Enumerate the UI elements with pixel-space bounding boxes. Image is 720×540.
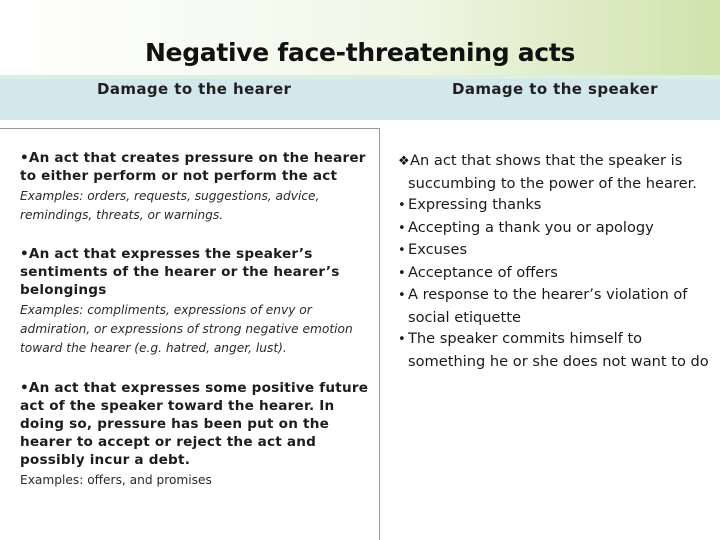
right-bullet [398, 194, 718, 217]
right-bullet-text: The speaker commits himself to [408, 330, 643, 347]
right-intro-cont: succumbing to the power of the hearer. [408, 174, 697, 192]
right-intro [398, 150, 718, 173]
left-item [20, 149, 375, 225]
bullet-icon: • [398, 243, 406, 258]
diamond-bullet-icon: ❖ [398, 154, 410, 169]
left-item-examples: Examples: compliments, expressions of envy or admiration, or expressions of strong negative emotion toward the hearer (e.g. hatred, anger, lust). [20, 303, 353, 355]
header-band-highlight [0, 75, 720, 79]
left-column [0, 128, 380, 540]
left-column-header: Damage to the hearer [97, 80, 292, 98]
right-bullet [398, 284, 718, 307]
right-bullet [398, 239, 718, 262]
left-item [20, 245, 375, 358]
left-item-lead: •An act that expresses the speaker’s sentiments of the hearer or the hearer’s belongings [20, 246, 340, 298]
right-bullet-cont: something he or she does not want to do [408, 352, 709, 370]
bullet-icon: • [398, 288, 406, 303]
right-bullet [398, 217, 718, 240]
left-item-examples: Examples: orders, requests, suggestions, advice, remindings, threats, or warnings. [20, 189, 320, 222]
right-column-header: Damage to the speaker [452, 80, 658, 98]
slide-title: Negative face-threatening acts [144, 38, 576, 67]
right-bullet [398, 262, 718, 285]
right-bullet-text: Acceptance of offers [408, 263, 558, 281]
right-bullet-text: A response to the hearer’s violation of [408, 286, 688, 303]
left-item [20, 379, 375, 490]
bullet-icon: • [398, 265, 406, 281]
right-column [398, 150, 718, 372]
right-bullet-text: Expressing thanks [408, 196, 542, 213]
right-bullet-text: Excuses [408, 241, 468, 258]
right-bullet [398, 328, 718, 351]
right-intro-line1: An act that shows that the speaker is [410, 152, 683, 169]
left-item-examples: Examples: offers, and promises [20, 473, 212, 487]
bullet-icon: • [398, 332, 406, 347]
right-bullet-text: Accepting a thank you or apology [408, 218, 654, 236]
left-item-lead: •An act that expresses some positive future act of the speaker toward the hearer. In doing so, pressure has been put on the hearer to accept or reject the act and possibly incur a debt. [20, 380, 369, 468]
right-bullet-cont: social etiquette [408, 308, 521, 326]
bullet-icon: • [398, 198, 406, 213]
left-item-lead: •An act that creates pressure on the hearer to either perform or not perform the act [20, 150, 366, 184]
bullet-icon: • [398, 220, 406, 236]
